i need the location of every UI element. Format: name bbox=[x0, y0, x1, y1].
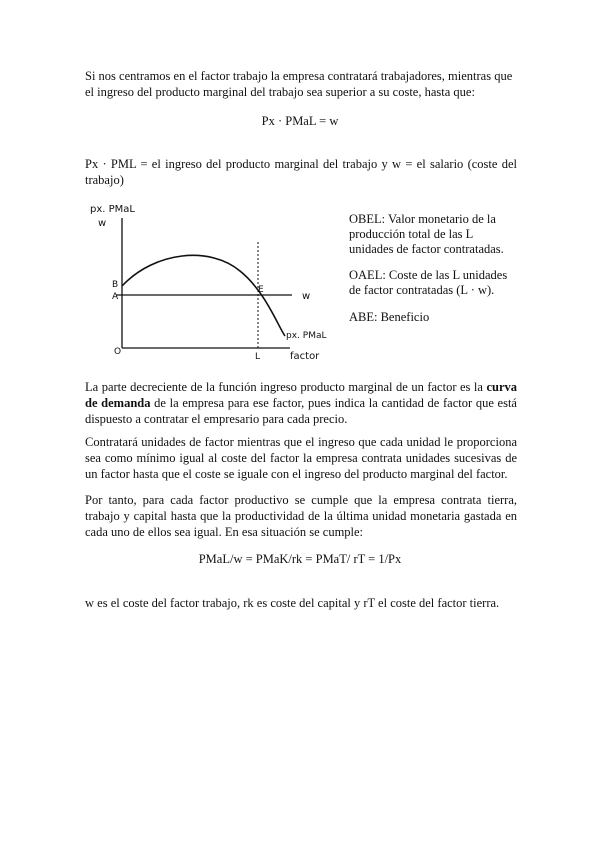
hiring-paragraph: Contratará unidades de factor mientras que el ingreso que cada unidad le proporciona sea como mínimo igual al coste del factor la empresa contrata unidades sucesivas de un factor hasta que el coste se iguale con el ingreso del producto marginal del factor. bbox=[85, 435, 517, 481]
legend-abe: ABE: Beneficio bbox=[349, 310, 430, 324]
productivity-paragraph: Por tanto, para cada factor productivo se cumple que la empresa contrata tierra, trabajo y capital hasta que la productividad de la última unidad monetaria gastada en cada uno de ellos sea igual. En esa situación se cumple: bbox=[85, 493, 517, 539]
equation-1: Px · PMaL = w bbox=[261, 114, 339, 128]
para2-before: La parte decreciente de la función ingreso producto marginal de un factor es la bbox=[85, 380, 487, 394]
e-label: E bbox=[258, 285, 264, 295]
factor-demand-graph bbox=[80, 196, 345, 368]
origin-label: O bbox=[114, 347, 122, 357]
para2-bold: curva de demanda bbox=[85, 380, 517, 410]
a-label: A bbox=[112, 292, 119, 302]
definition-paragraph: Px · PML = el ingreso del producto marginal del trabajo y w = el salario (coste del trabajo) bbox=[85, 157, 517, 187]
equation-2: PMaL/w = PMaK/rk = PMaT/ rT = 1/Px bbox=[198, 552, 402, 566]
x-axis-label: factor bbox=[290, 351, 320, 362]
b-label: B bbox=[112, 280, 119, 290]
demand-curve-paragraph bbox=[85, 379, 517, 427]
y-axis-label: px. PMaL bbox=[90, 204, 135, 215]
y-axis-label-w: w bbox=[98, 218, 107, 229]
legend-oael: OAEL: Coste de las L unidades de factor contratadas (L · w). bbox=[349, 268, 508, 297]
intro-paragraph: Si nos centramos en el factor trabajo la empresa contratará trabajadores, mientras que el ingreso del producto marginal del trabajo sea superior a su coste, hasta que: bbox=[85, 69, 513, 99]
closing-paragraph: w es el coste del factor trabajo, rk es coste del capital y rT el coste del factor tierra. bbox=[85, 596, 500, 610]
curve-label: px. PMaL bbox=[286, 331, 327, 341]
l-label: L bbox=[255, 352, 261, 362]
para2-after: de la empresa para ese factor, pues indica la cantidad de factor que está dispuesto a contratar el empresario para cada precio. bbox=[85, 396, 517, 426]
mrp-curve bbox=[122, 255, 285, 336]
legend-obel: OBEL: Valor monetario de la producción total de las L unidades de factor contratadas. bbox=[349, 212, 504, 256]
w-line-label: w bbox=[302, 291, 311, 302]
